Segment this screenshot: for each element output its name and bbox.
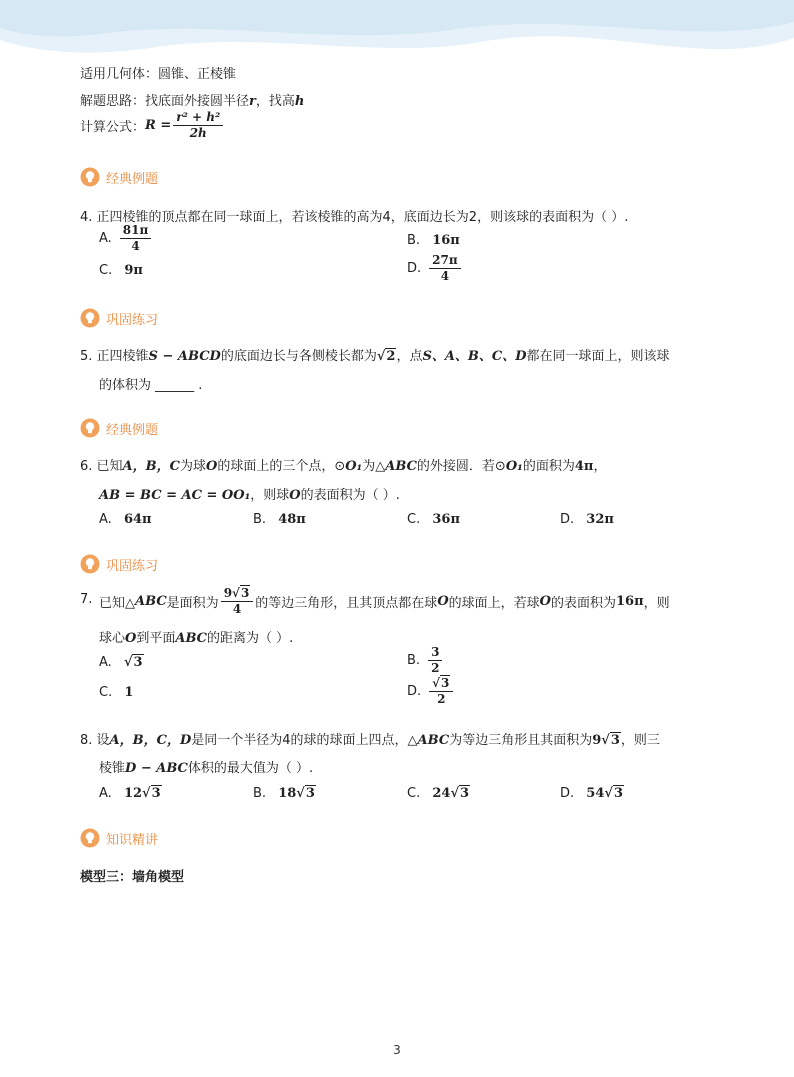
fraction-denominator: 4	[131, 238, 140, 253]
text-run: 的距离为（ ）.	[207, 631, 294, 646]
question-6-option-b	[253, 512, 306, 527]
fraction-numerator: 27π	[429, 254, 460, 269]
question-6-option-c	[407, 512, 460, 527]
question-8-option-d	[560, 786, 624, 801]
option-value: 36π	[432, 512, 460, 527]
option-value: 9π	[124, 263, 143, 278]
section-title: 经典例题	[106, 171, 159, 187]
fraction-numerator: √3	[429, 677, 453, 692]
math-run: O	[289, 488, 301, 503]
math-run: A，B，C，D	[109, 733, 192, 748]
sqrt-radicand: 3	[613, 786, 623, 801]
coefficient: 12	[123, 786, 143, 801]
option-fraction	[429, 254, 460, 282]
intro-line-3	[80, 111, 225, 139]
page-number	[0, 1043, 794, 1057]
math-r: r	[249, 94, 256, 109]
lightbulb-icon	[80, 828, 100, 848]
question-4-text: 4. 正四棱锥的顶点都在同一球面上，若该棱锥的高为4，底面边长为2，则该球的表面积为（ ）.	[80, 210, 629, 225]
option-label: A.	[99, 512, 112, 527]
sqrt-radicand: 3	[151, 786, 161, 801]
question-5-stem-line-2	[99, 374, 202, 393]
fraction-denominator: 4	[440, 268, 450, 283]
math-run: 16π	[616, 593, 644, 609]
area-fraction	[221, 587, 254, 615]
option-value: 16π	[432, 233, 460, 248]
sqrt-radicand: 3	[305, 786, 315, 801]
option-value: 32π	[586, 512, 614, 527]
text-run: 已知△	[99, 595, 135, 611]
formula-denominator: 2h	[189, 125, 207, 140]
sqrt-expression: √3	[123, 655, 143, 670]
question-number: 7.	[80, 592, 93, 607]
question-7-option-d	[407, 677, 455, 705]
section-title: 经典例题	[106, 422, 159, 438]
question-8-stem-line-1	[80, 729, 660, 748]
option-label: C.	[99, 263, 113, 278]
text-run: 的球面上的三个点，⊙	[217, 459, 346, 474]
math-run: ABC	[135, 593, 167, 609]
text-run: 的表面积为（ ）.	[300, 488, 400, 503]
text-run: ，则三	[620, 733, 660, 748]
math-run: O	[205, 459, 218, 474]
text-run: 体积的最大值为（ ）.	[187, 761, 314, 776]
sqrt-radicand: 3	[610, 733, 620, 748]
text-run: 为等边三角形且其面积为	[449, 733, 593, 748]
math-run: ABC	[417, 733, 450, 748]
option-label: D.	[560, 786, 575, 801]
math-run: 4π	[574, 459, 594, 474]
text-run: 的底面边长与各侧棱长都为	[220, 349, 377, 364]
text-run: 到平面	[136, 631, 176, 646]
option-label: C.	[407, 786, 421, 801]
coefficient: 9	[223, 586, 233, 600]
lightbulb-icon	[80, 554, 100, 574]
option-label: A.	[99, 230, 112, 246]
text-run: 为球	[179, 459, 206, 474]
fraction-numerator: 3	[428, 646, 442, 661]
coefficient: 18	[278, 786, 297, 801]
math-run: O	[437, 593, 449, 609]
intro-approach-text: 解题思路：找底面外接圆半径	[80, 94, 250, 109]
option-label: B.	[407, 652, 421, 668]
text-run: 的等边三角形，且其顶点都在球	[255, 595, 438, 611]
fraction-denominator: 2	[431, 660, 440, 675]
question-7-number	[80, 592, 92, 607]
sqrt-radicand: 3	[460, 786, 470, 801]
math-run: ABC	[385, 459, 417, 474]
question-7-stem-line-2	[99, 627, 293, 646]
text-run: 的体积为 ______ .	[99, 378, 203, 393]
sqrt-expression: √3	[601, 733, 620, 748]
text-run: ，则球	[250, 488, 290, 503]
formula-numerator: r² + h²	[173, 111, 223, 126]
sqrt-radicand: 3	[240, 586, 250, 600]
option-value: 24√3	[432, 786, 470, 801]
question-4-option-c	[99, 263, 143, 278]
sqrt-expression: √2	[376, 349, 396, 364]
math-run: O	[539, 593, 551, 609]
text-run: 是面积为	[166, 595, 219, 611]
section-title: 巩固练习	[106, 312, 159, 328]
question-6-option-d	[560, 512, 614, 527]
math-run: D − ABC	[125, 761, 188, 776]
section-header-example-1	[80, 167, 158, 187]
sqrt-radicand: 2	[386, 349, 396, 364]
option-label: C.	[407, 512, 421, 527]
option-fraction	[428, 646, 442, 674]
lightbulb-icon	[80, 308, 100, 328]
formula-label: 计算公式：	[80, 119, 146, 135]
lightbulb-icon	[80, 167, 100, 187]
question-7-option-a	[99, 655, 144, 670]
question-4-stem	[80, 206, 628, 225]
section-title: 知识精讲	[106, 832, 159, 848]
sqrt-radicand: 3	[441, 676, 450, 690]
math-run: S、A、B、C、D	[422, 349, 527, 364]
option-value: 64π	[123, 512, 152, 527]
question-7-option-c	[99, 685, 133, 700]
math-run: AB = BC = AC = OO₁	[99, 488, 251, 503]
question-6-stem-line-1	[80, 455, 606, 474]
coefficient: 54	[586, 786, 605, 801]
formula-fraction	[173, 111, 223, 139]
intro-line-2	[80, 90, 304, 109]
text-run: 的表面积为	[550, 595, 616, 611]
question-4-option-d	[407, 254, 463, 282]
section-header-example-2	[80, 418, 158, 438]
sqrt-radicand: 3	[133, 655, 143, 670]
text-run: 5. 正四棱锥	[80, 349, 149, 364]
intro-approach-mid: ，找高	[255, 94, 295, 109]
math-run: ABC	[175, 631, 208, 646]
fraction-numerator: 81π	[120, 224, 151, 239]
question-8-option-c	[407, 786, 470, 801]
option-label: C.	[99, 685, 113, 700]
section-header-practice-2	[80, 554, 158, 574]
text-run: 为△	[362, 459, 386, 474]
option-label: B.	[253, 512, 267, 527]
option-label: A.	[99, 655, 112, 670]
coefficient: 24	[432, 786, 451, 801]
option-value: 18√3	[278, 786, 315, 801]
fraction-denominator: 2	[437, 691, 446, 706]
text-run: 的面积为	[522, 459, 575, 474]
heading-text: 模型三：墙角模型	[80, 870, 185, 885]
text-run: ，则	[643, 595, 670, 611]
section-header-knowledge	[80, 828, 158, 848]
math-run: 9	[592, 733, 602, 748]
model-3-heading	[80, 866, 184, 885]
lightbulb-icon	[80, 418, 100, 438]
option-value: 12√3	[123, 786, 161, 801]
option-label: D.	[407, 260, 422, 276]
option-value: 48π	[278, 512, 306, 527]
fraction-numerator: 9√3	[221, 587, 254, 602]
fraction-denominator: 4	[232, 601, 242, 616]
option-fraction	[429, 677, 453, 705]
option-label: D.	[407, 683, 422, 699]
text-run: 棱锥	[99, 761, 126, 776]
math-run: A，B，C	[122, 459, 180, 474]
math-run: O	[125, 631, 137, 646]
text-run: 6. 已知	[80, 459, 123, 474]
question-6-option-a	[99, 512, 152, 527]
intro-applicable-text: 适用几何体：圆锥、正棱锥	[80, 67, 237, 82]
option-label: A.	[99, 786, 112, 801]
text-run: 球心	[99, 631, 126, 646]
question-5-stem-line-1	[80, 345, 670, 364]
section-title: 巩固练习	[106, 558, 159, 574]
math-h: h	[294, 94, 305, 109]
option-label: D.	[560, 512, 575, 527]
intro-line-1	[80, 63, 236, 82]
text-run: 8. 设	[80, 733, 110, 748]
math-run: O₁	[345, 459, 363, 474]
option-value: 54√3	[586, 786, 623, 801]
text-run: 都在同一球面上，则该球	[526, 349, 670, 364]
text-run: ，	[593, 459, 607, 474]
math-run: O₁	[505, 459, 523, 474]
page-number-text: 3	[393, 1043, 401, 1057]
text-run: 的外接圆．若⊙	[416, 459, 506, 474]
text-run: 的球面上，若球	[448, 595, 540, 611]
section-header-practice-1	[80, 308, 158, 328]
math-run: S − ABCD	[148, 349, 221, 364]
question-7-stem-line-1	[99, 587, 670, 615]
question-8-stem-line-2	[99, 757, 313, 776]
question-4-option-a	[99, 224, 153, 252]
option-value: 1	[124, 685, 134, 700]
option-fraction	[120, 224, 151, 252]
text-run: 是同一个半径为4的球的球面上四点，△	[191, 733, 418, 748]
question-8-option-b	[253, 786, 316, 801]
question-7-option-b	[407, 646, 444, 674]
option-label: B.	[253, 786, 267, 801]
question-4-option-b	[407, 233, 460, 248]
header-wave-decoration	[0, 0, 794, 70]
question-6-stem-line-2	[99, 484, 400, 503]
option-label: B.	[407, 233, 421, 248]
question-8-option-a	[99, 786, 162, 801]
formula-lhs: R =	[145, 117, 172, 133]
text-run: ，点	[396, 349, 423, 364]
